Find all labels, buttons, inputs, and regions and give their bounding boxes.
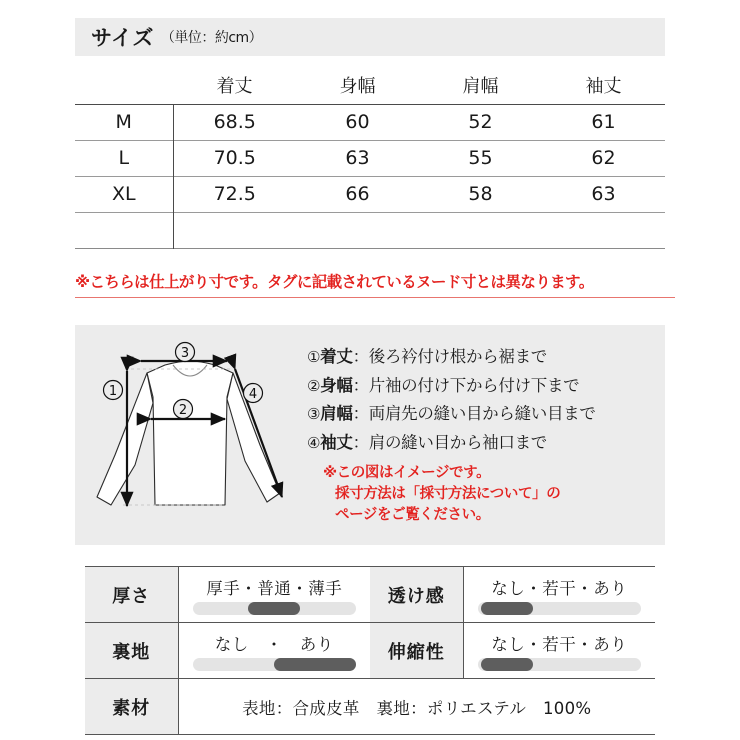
cell-shoulder: 55 [468,147,493,169]
attribute-row-material [85,679,655,735]
table-row [75,176,665,212]
marker-4-label: 4 [248,387,258,402]
legend-sep: ： [352,432,369,452]
cell-length: 72.5 [213,183,256,205]
attr-value-material: 表地：合成皮革 裏地：ポリエステル 100% [242,698,592,718]
size-measurements-table [75,70,665,249]
cell-shoulder: 58 [468,183,493,205]
attribute-row-lining-stretch [85,623,655,679]
column-header-width: 身幅 [339,75,376,97]
cell-sleeve: 63 [591,183,616,205]
legend-item-shoulder [307,400,665,429]
attr-value-thickness [178,567,370,623]
attr-scale-indicator-thickness [248,602,300,615]
page-title: サイズ [91,26,154,50]
legend-item-width [307,372,665,401]
attr-scale-indicator-sheerness [481,602,533,615]
attr-label-thickness: 厚さ [85,567,178,623]
attribute-row-thickness-sheerness [85,567,655,623]
marker-1-label: 1 [108,384,118,399]
legend-term-length: 着丈 [320,347,353,366]
cell-shoulder: 52 [468,111,493,133]
column-header-sleeve: 袖丈 [585,75,622,97]
garment-attributes-table [85,566,655,735]
diagram-disclaimer [307,463,665,526]
cell-width: 63 [345,147,370,169]
finished-measurement-notice: ※こちらは仕上がり寸です。タグに記載されているヌード寸とは異なります。 [75,270,675,298]
attr-options-lining: なし ・ あり [214,634,334,654]
attr-value-sheerness [463,567,655,623]
attr-label-material: 素材 [85,679,178,735]
cell-length: 68.5 [213,111,256,133]
cell-width: 66 [345,183,370,205]
legend-term-width: 身幅 [320,375,353,395]
attr-value-lining [178,623,370,679]
cell-width: 60 [345,111,370,133]
attr-scale-lining [193,658,357,671]
disclaimer-line-1: ※この図はイメージです。 [323,465,491,481]
size-table-header-row [75,70,665,104]
table-row [75,104,665,140]
legend-marker-1: ① [307,348,321,366]
measurement-guide-panel [75,325,665,545]
attr-scale-indicator-lining [274,658,356,671]
legend-marker-2: ② [307,376,321,395]
table-row [75,140,665,176]
attr-options-sheerness: なし・若干・あり [491,578,628,598]
marker-3-label: 3 [180,346,190,361]
disclaimer-line-3: ページをご覧ください。 [335,507,490,523]
cell-sleeve: 61 [591,111,616,133]
attr-label-stretch: 伸縮性 [370,623,463,679]
legend-desc-width: 片袖の付け下から付け下まで [368,375,580,395]
attr-value-stretch [463,623,655,679]
attr-label-sheerness: 透け感 [370,567,463,623]
legend-marker-4: ④ [307,433,321,452]
legend-term-sleeve: 袖丈 [320,432,353,452]
legend-item-sleeve [307,429,665,458]
attr-label-lining: 裏地 [85,623,178,679]
disclaimer-line-2: 採寸方法は「採寸方法について」の [335,486,561,502]
cell-length: 70.5 [213,147,256,169]
size-table-head [75,70,665,104]
column-header-length: 着丈 [216,75,253,97]
section-title-bar [75,18,665,56]
legend-sep: ： [352,375,369,395]
row-size-label: XL [75,176,173,212]
legend-desc-length: 後ろ衿付け根から裾まで [368,347,547,366]
row-size-label: M [75,104,173,140]
measurement-legend [305,325,665,545]
attr-scale-indicator-stretch [481,658,533,671]
attr-scale-thickness [193,602,357,615]
attr-scale-stretch [478,658,642,671]
garment-diagram [75,325,305,545]
column-header-size [75,70,173,104]
row-size-label: L [75,140,173,176]
marker-2-label: 2 [178,403,188,418]
legend-term-shoulder: 肩幅 [320,404,353,423]
cell-sleeve: 62 [591,147,616,169]
attr-scale-sheerness [478,602,642,615]
legend-item-length [307,343,665,372]
legend-sep: ： [352,404,369,423]
legend-desc-sleeve: 肩の縫い目から袖口まで [368,432,547,452]
long-sleeve-shirt-illustration [75,325,305,545]
page-title-unit: （単位：約cm） [160,30,263,46]
table-row-empty [75,212,665,248]
legend-sep: ： [352,347,369,366]
legend-desc-shoulder: 両肩先の縫い目から縫い目まで [368,404,596,423]
column-header-shoulder: 肩幅 [462,75,499,97]
attr-options-thickness: 厚手・普通・薄手 [206,578,343,598]
legend-marker-3: ③ [307,405,321,423]
size-table-body [75,104,665,248]
attr-options-stretch: なし・若干・あり [491,634,628,654]
